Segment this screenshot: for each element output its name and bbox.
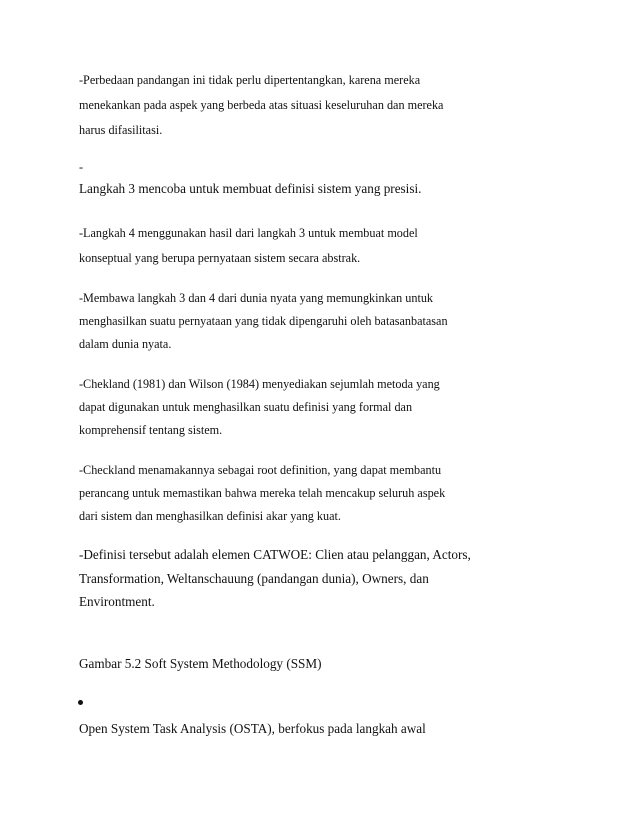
paragraph-6-line-1: -Checkland menamakannya sebagai root definition, yang dapat membantu — [79, 463, 442, 477]
paragraph-7-line-1: -Definisi tersebut adalah elemen CATWOE: Clien atau pelanggan, Actors, — [79, 547, 471, 562]
bullet-dot-icon — [78, 700, 83, 705]
bullet-item-text: Open System Task Analysis (OSTA), berfokus pada langkah awal — [79, 721, 426, 736]
paragraph-5-line-1: -Chekland (1981) dan Wilson (1984) menyediakan sejumlah metoda yang — [79, 377, 440, 391]
paragraph-5-line-3: komprehensif tentang sistem. — [79, 423, 223, 437]
paragraph-7-line-3: Environtment. — [79, 594, 155, 609]
paragraph-3-line-2: konseptual yang berupa pernyataan sistem secara abstrak. — [79, 251, 361, 265]
paragraph-2-line-2: Langkah 3 mencoba untuk membuat definisi sistem yang presisi. — [79, 181, 422, 196]
paragraph-4-line-1: -Membawa langkah 3 dan 4 dari dunia nyata yang memungkinkan untuk — [79, 291, 434, 305]
paragraph-6-line-3: dari sistem dan menghasilkan definisi akar yang kuat. — [79, 509, 341, 523]
figure-caption: Gambar 5.2 Soft System Methodology (SSM) — [79, 656, 322, 671]
paragraph-1-line-2: menekankan pada aspek yang berbeda atas situasi keseluruhan dan mereka — [79, 98, 444, 112]
paragraph-3-line-1: -Langkah 4 menggunakan hasil dari langkah 3 untuk membuat model — [79, 226, 418, 240]
paragraph-7-line-2: Transformation, Weltanschauung (pandangan dunia), Owners, dan — [79, 571, 429, 586]
paragraph-2-line-1: - — [79, 160, 84, 174]
paragraph-4-line-3: dalam dunia nyata. — [79, 337, 172, 351]
paragraph-1-line-1: -Perbedaan pandangan ini tidak perlu dipertentangkan, karena mereka — [79, 73, 421, 87]
paragraph-4-line-2: menghasilkan suatu pernyataan yang tidak dipengaruhi oleh batasanbatasan — [79, 314, 448, 328]
paragraph-6-line-2: perancang untuk memastikan bahwa mereka telah mencakup seluruh aspek — [79, 486, 446, 500]
paragraph-5-line-2: dapat digunakan untuk menghasilkan suatu definisi yang formal dan — [79, 400, 413, 414]
paragraph-1-line-3: harus difasilitasi. — [79, 123, 163, 137]
